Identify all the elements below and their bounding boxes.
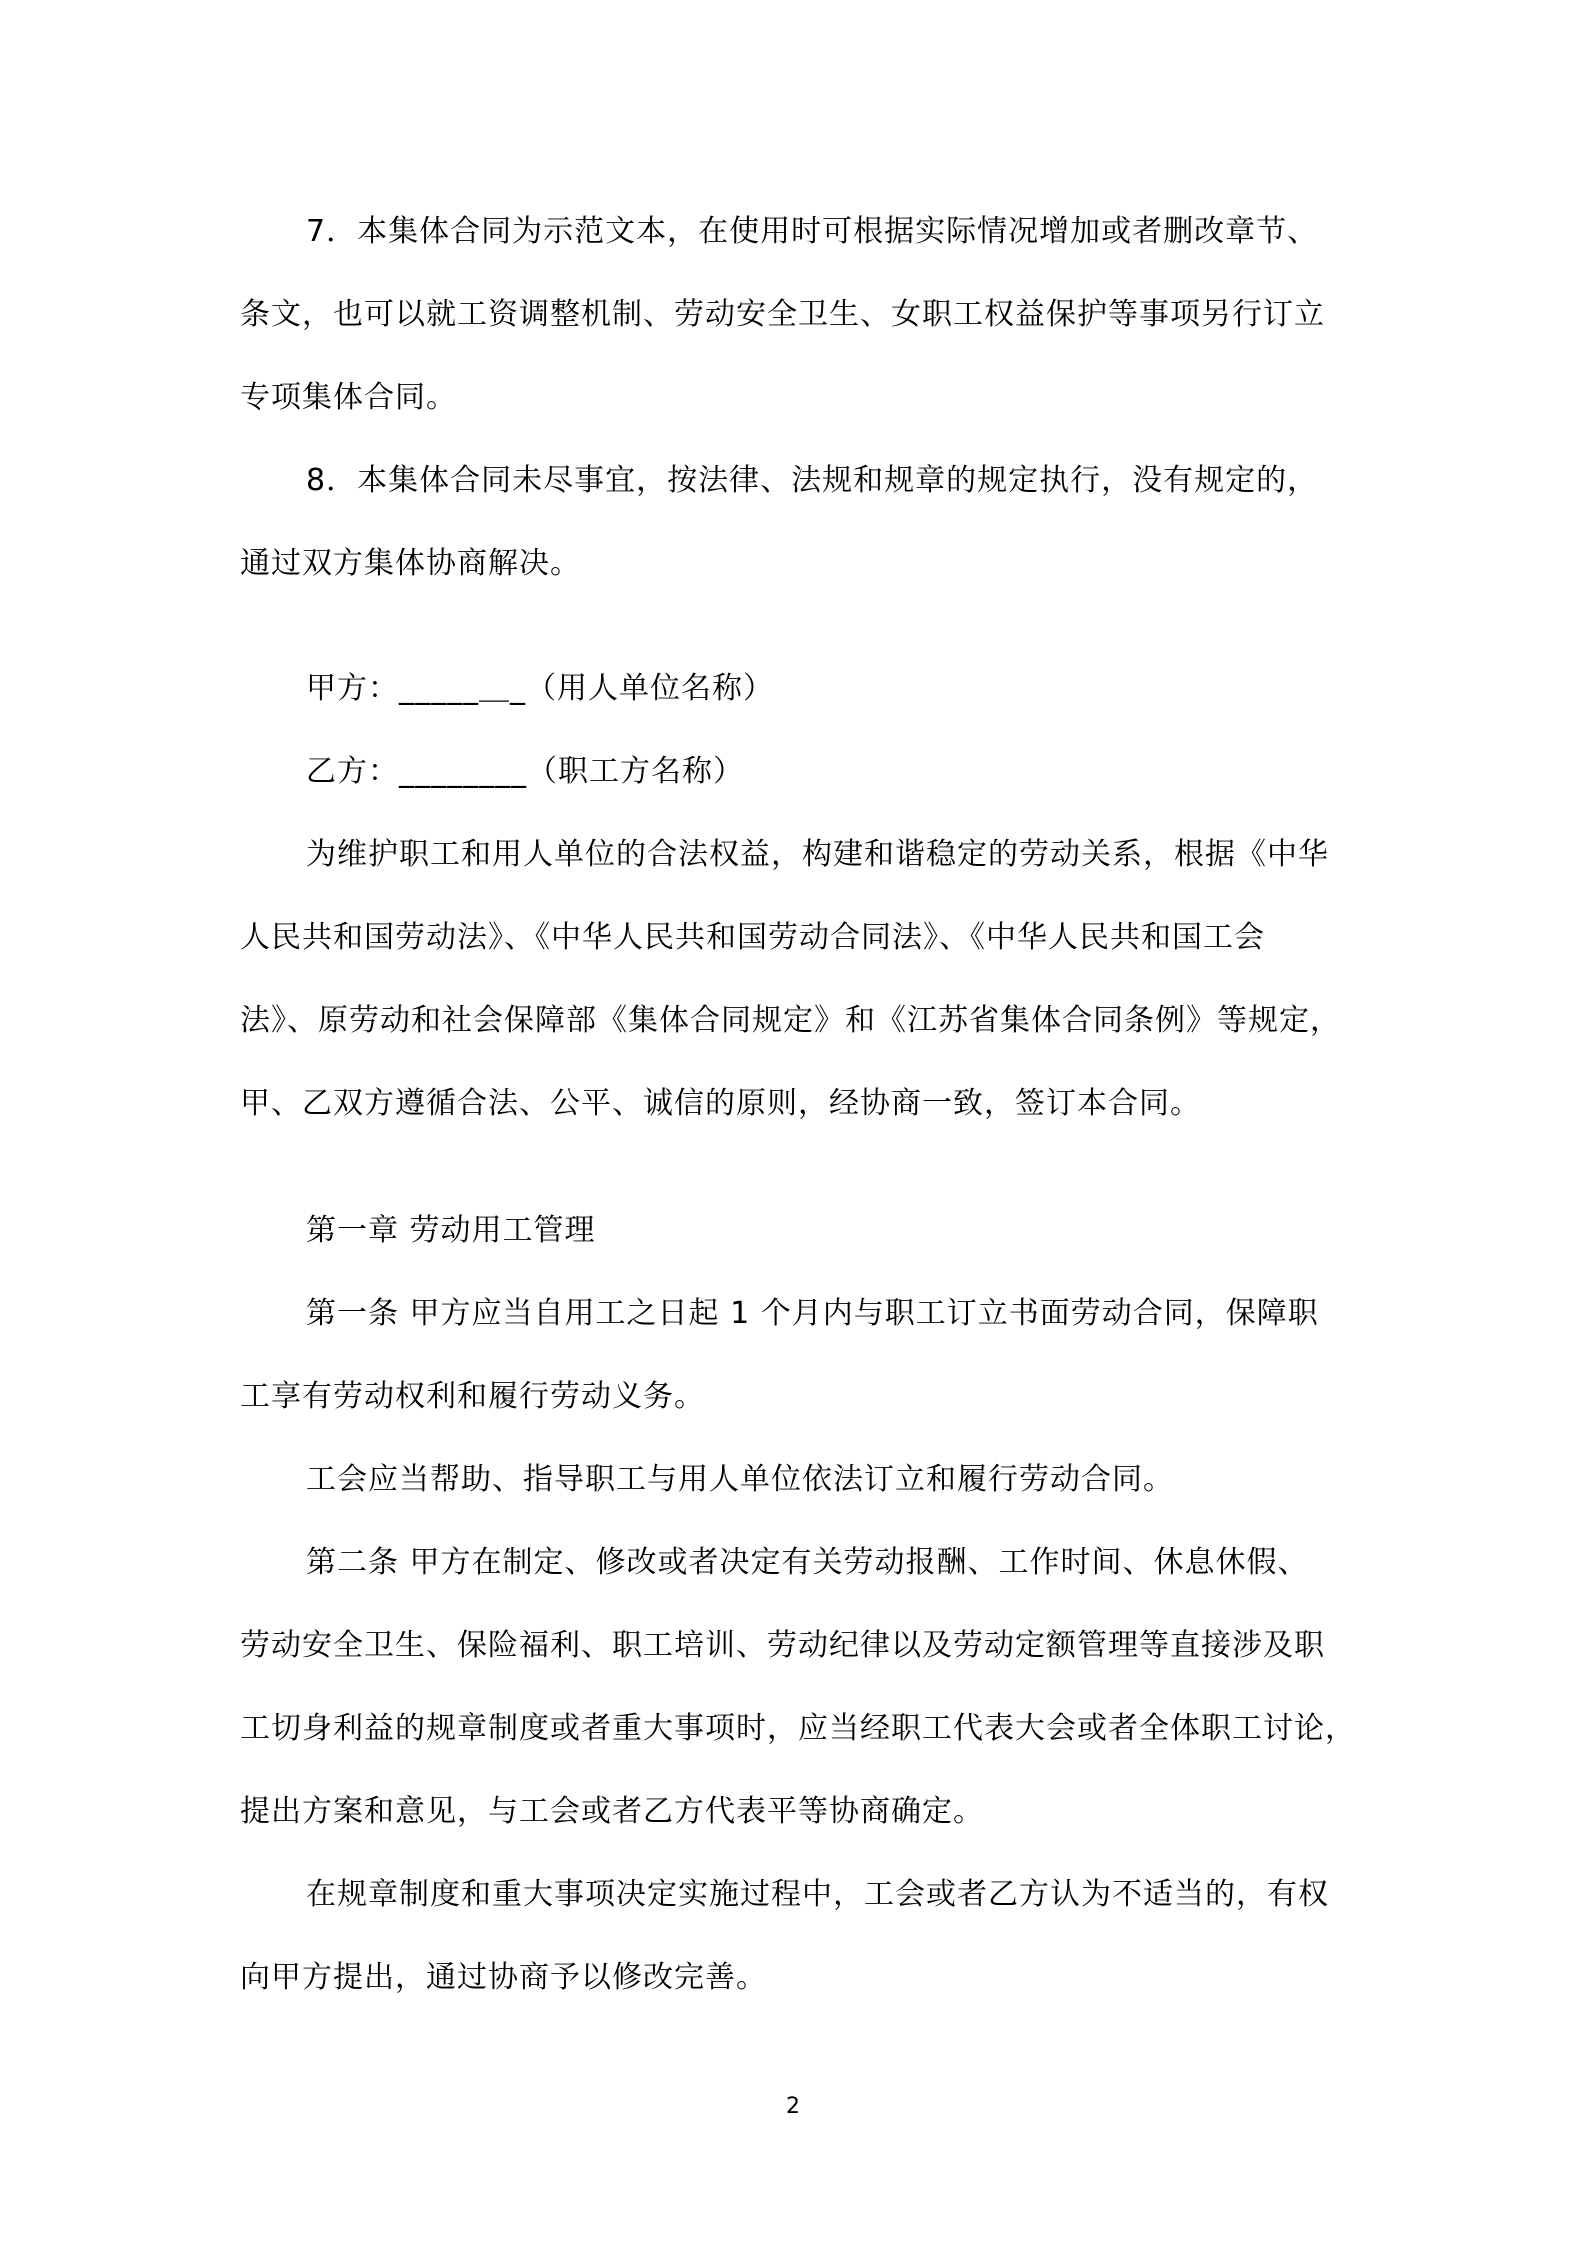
text-line: 人民共和国劳动法》、《中华人民共和国劳动合同法》、《中华人民共和国工会 (240, 920, 1265, 955)
text-line: 第一条 甲方应当自用工之日起 1 个月内与职工订立书面劳动合同，保障职 (306, 1296, 1319, 1331)
text-line: 提出方案和意见，与工会或者乙方代表平等协商确定。 (240, 1794, 984, 1829)
text-line: 法》、原劳动和社会保障部《集体合同规定》和《江苏省集体合同条例》等规定， (240, 1003, 1341, 1038)
text-line: 第二条 甲方在制定、修改或者决定有关劳动报酬、工作时间、休息休假、 (306, 1545, 1309, 1580)
text-line: 7．本集体合同为示范文本，在使用时可根据实际情况增加或者删改章节、 (306, 214, 1319, 249)
party-a-line: 甲方：_____＿_（用人单位名称） (306, 671, 774, 706)
text-line: 专项集体合同。 (240, 380, 457, 415)
chapter-heading: 第一章 劳动用工管理 (306, 1213, 596, 1248)
text-line: 8．本集体合同未尽事宜，按法律、法规和规章的规定执行，没有规定的， (306, 463, 1319, 498)
text-line: 为维护职工和用人单位的合法权益，构建和谐稳定的劳动关系，根据《中华 (306, 837, 1329, 872)
party-b-line: 乙方：________（职工方名称） (306, 754, 744, 789)
text-line: 劳动安全卫生、保险福利、职工培训、劳动纪律以及劳动定额管理等直接涉及职 (240, 1628, 1325, 1663)
text-line: 通过双方集体协商解决。 (240, 546, 581, 581)
text-line: 向甲方提出，通过协商予以修改完善。 (240, 1960, 767, 1995)
page-number: 2 (786, 2094, 800, 2119)
text-line: 在规章制度和重大事项决定实施过程中，工会或者乙方认为不适当的，有权 (306, 1877, 1329, 1912)
text-line: 工享有劳动权利和履行劳动义务。 (240, 1379, 705, 1414)
text-line: 工会应当帮助、指导职工与用人单位依法订立和履行劳动合同。 (306, 1462, 1174, 1497)
text-line: 条文，也可以就工资调整机制、劳动安全卫生、女职工权益保护等事项另行订立 (240, 297, 1325, 332)
text-line: 工切身利益的规章制度或者重大事项时，应当经职工代表大会或者全体职工讨论， (240, 1711, 1356, 1746)
text-line: 甲、乙双方遵循合法、公平、诚信的原则，经协商一致，签订本合同。 (240, 1086, 1201, 1121)
